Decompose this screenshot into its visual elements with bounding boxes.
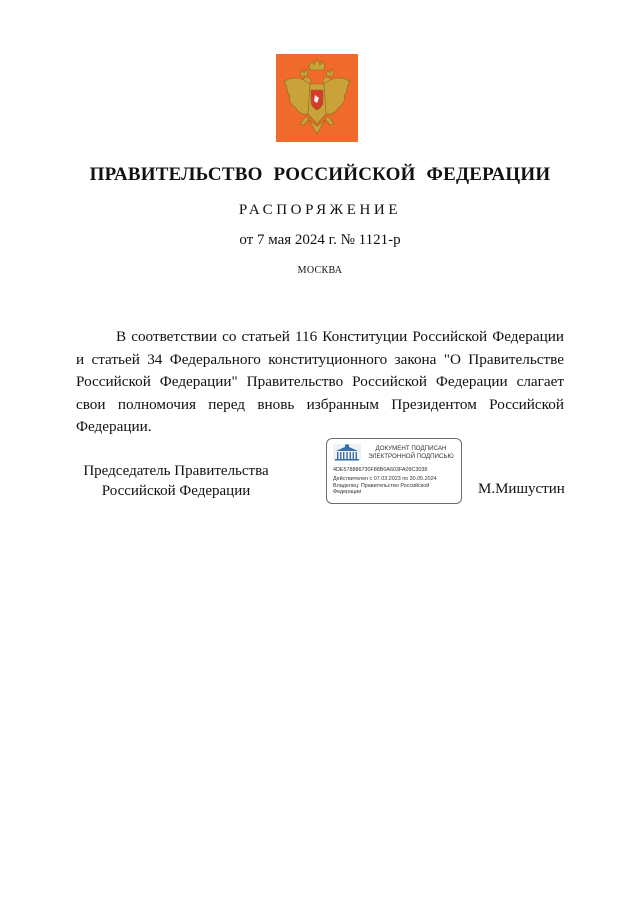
- document-date-number: от 7 мая 2024 г. № 1121-р: [239, 232, 401, 248]
- document-type: РАСПОРЯЖЕНИЕ: [238, 202, 402, 218]
- signer-position-line-2: Российской Федерации: [101, 483, 251, 499]
- coat-of-arms-emblem: [276, 54, 358, 142]
- stamp-owner-line-2: Федерации: [333, 489, 362, 495]
- government-building-icon: [333, 444, 361, 461]
- signer-name: М.Мишустин: [478, 481, 565, 497]
- stamp-certificate-number: 4DE578886730F88B0A603FA09C3038: [333, 467, 428, 473]
- stamp-validity-period: Действителен с 07.03.2023 по 30.05.2024: [333, 476, 437, 482]
- stamp-owner-line-1: Владелец: Правительство Российской: [333, 483, 430, 489]
- issuing-authority-title: ПРАВИТЕЛЬСТВО РОССИЙСКОЙ ФЕДЕРАЦИИ: [89, 164, 551, 185]
- stamp-heading: [363, 445, 459, 461]
- signer-position-line-1: Председатель Правительства: [83, 463, 269, 479]
- russian-coat-of-arms-icon: [276, 54, 358, 142]
- signer-position: [70, 461, 282, 501]
- order-body-paragraph: В соответствии со статьей 116 Конституции Российской Федерации и статьей 34 Федерального конституционного закона "О Правительстве Российской Федерации" Правительство Российской Федерации слагает свои полномочия перед вновь избранным Президентом Российской Федерации.: [76, 328, 564, 435]
- electronic-signature-stamp: [326, 438, 462, 504]
- document-city: МОСКВА: [297, 265, 343, 276]
- stamp-heading-line-1: ДОКУМЕНТ ПОДПИСАН: [375, 445, 447, 452]
- stamp-heading-line-2: ЭЛЕКТРОННОЙ ПОДПИСЬЮ: [368, 453, 454, 460]
